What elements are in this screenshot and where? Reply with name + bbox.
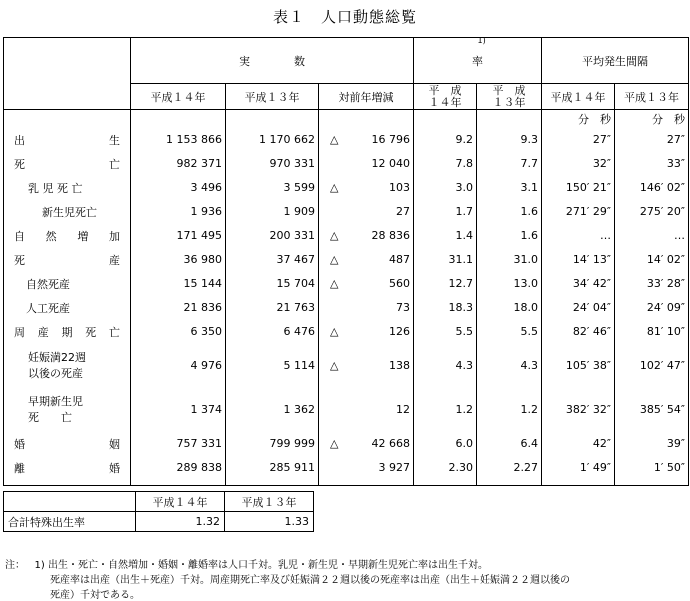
header-count-h14: 平成１４年 [131,84,226,110]
cell-diff [319,456,414,480]
row-label-line1: 早期新生児 [28,394,83,408]
diff-value: 3 927 [378,461,411,474]
cell-rate-h13: 1.6 [477,224,542,248]
cell-rate-h14: 1.7 [414,200,477,224]
header-diff: 対前年増減 [319,84,414,110]
cell-diff [319,152,414,176]
cell-diff [319,224,414,248]
header-jissu: 実 数 [131,38,414,84]
row-label-text: 死 産 [14,253,120,267]
cell-interval-h14: … [542,224,615,248]
cell-rate-h14: 4.3 [414,344,477,388]
footnote-prefix: 注： [5,560,25,571]
tfr-table [3,491,314,532]
cell-interval-h14: 32″ [542,152,615,176]
cell-interval-h13: 385′ 54″ [615,388,689,432]
decrease-mark: △ [330,181,339,194]
cell-count-h14: 289 838 [131,456,226,480]
cell-interval-h14: 82′ 46″ [542,320,615,344]
cell-rate-h14: 31.1 [414,248,477,272]
diff-value: 16 796 [371,133,411,146]
decrease-mark [322,301,330,314]
cell-count-h13: 799 999 [226,432,319,456]
cell-interval-h13: 27″ [615,128,689,152]
page-title: 表１ 人口動態総覧 [272,8,417,26]
cell-rate-h13: 13.0 [477,272,542,296]
footnote-text-2: 死産率は出産（出生＋死産）千対。周産期死亡率及び妊娠満２２週以後の死産率は出産（出生＋妊娠満２２週以後の [50,575,570,586]
cell-rate-h13: 1.2 [477,388,542,432]
cell-count-h14: 1 936 [131,200,226,224]
row-label [4,152,131,176]
cell-rate-h14: 3.0 [414,176,477,200]
rate-footnote-mark: 1) [477,36,486,45]
tfr-label: 合計特殊出生率 [4,512,136,532]
cell-diff [319,272,414,296]
cell-count-h14: 21 836 [131,296,226,320]
cell-count-h14: 757 331 [131,432,226,456]
unit-min-sec: 分 秒 [542,110,615,128]
header-rate-label: 率 [472,54,484,68]
cell-interval-h14: 271′ 29″ [542,200,615,224]
row-label-text: 婚 姻 [14,437,120,451]
cell-diff [319,432,414,456]
header-corner [4,38,131,110]
cell-rate-h14: 1.4 [414,224,477,248]
header-interval-h14: 平成１４年 [542,84,615,110]
cell-diff [319,320,414,344]
cell-interval-h13: … [615,224,689,248]
header-interval: 平均発生間隔 [542,38,689,84]
cell-interval-h13: 1′ 50″ [615,456,689,480]
table-row [4,152,689,176]
decrease-mark: △ [330,229,339,242]
cell-diff [319,176,414,200]
cell-count-h14: 1 374 [131,388,226,432]
diff-value: 126 [389,325,411,338]
diff-value: 27 [396,205,411,218]
cell-interval-h14: 382′ 32″ [542,388,615,432]
cell-diff [319,296,414,320]
cell-count-h14: 4 976 [131,344,226,388]
decrease-mark [322,157,330,170]
row-label [4,388,131,432]
row-label-text: 乳 児 死 亡 [28,181,83,195]
row-label-text: 離 婚 [14,461,120,475]
header-rate-h14-line1: 平 成 [428,83,462,97]
table-row [4,176,689,200]
cell-diff [319,248,414,272]
row-label-text: 死 亡 [14,157,120,171]
decrease-mark: △ [330,253,339,266]
row-label [4,128,131,152]
row-label-text: 新生児死亡 [42,205,97,219]
cell-rate-h14: 7.8 [414,152,477,176]
row-label [4,248,131,272]
row-label-text: 自 然 増 加 [14,229,120,243]
cell-rate-h14: 1.2 [414,388,477,432]
cell-interval-h14: 42″ [542,432,615,456]
cell-interval-h14: 14′ 13″ [542,248,615,272]
cell-rate-h14: 12.7 [414,272,477,296]
table-row [4,272,689,296]
cell-interval-h13: 24′ 09″ [615,296,689,320]
table-row [4,388,689,432]
header-rate-h13-line2: １３年 [492,95,526,109]
decrease-mark: △ [330,133,339,146]
cell-count-h13: 1 362 [226,388,319,432]
cell-interval-h13: 39″ [615,432,689,456]
row-label-text: 周産期死亡 [14,325,120,339]
header-rate-h14 [414,84,477,110]
tfr-value-h14: 1.32 [136,512,225,532]
unit-min-sec: 分 秒 [615,110,689,128]
decrease-mark [322,461,330,474]
cell-count-h13: 5 114 [226,344,319,388]
row-label [4,272,131,296]
cell-rate-h13: 2.27 [477,456,542,480]
cell-rate-h13: 5.5 [477,320,542,344]
footnote-line1 [5,556,488,571]
cell-count-h13: 970 331 [226,152,319,176]
cell-count-h13: 1 909 [226,200,319,224]
cell-interval-h14: 1′ 49″ [542,456,615,480]
cell-count-h14: 6 350 [131,320,226,344]
diff-value: 12 [396,403,411,416]
row-label [4,344,131,388]
cell-rate-h13: 31.0 [477,248,542,272]
decrease-mark: △ [330,325,339,338]
header-rate-h13 [477,84,542,110]
cell-interval-h14: 105′ 38″ [542,344,615,388]
tfr-header-h14: 平成１４年 [136,492,225,512]
cell-rate-h13: 6.4 [477,432,542,456]
row-label [4,456,131,480]
header-rate [414,38,542,84]
cell-interval-h13: 81′ 10″ [615,320,689,344]
cell-rate-h13: 9.3 [477,128,542,152]
row-label-line2: 以後の死産 [28,366,83,380]
table-row [4,224,689,248]
cell-diff [319,200,414,224]
cell-diff [319,388,414,432]
diff-value: 487 [389,253,411,266]
row-label [4,432,131,456]
cell-rate-h14: 18.3 [414,296,477,320]
row-label-text: 自然死産 [26,277,70,291]
row-label [4,224,131,248]
tfr-value-h13: 1.33 [225,512,314,532]
cell-diff [319,344,414,388]
cell-interval-h14: 27″ [542,128,615,152]
cell-count-h14: 982 371 [131,152,226,176]
cell-interval-h13: 14′ 02″ [615,248,689,272]
cell-interval-h13: 275′ 20″ [615,200,689,224]
cell-rate-h13: 4.3 [477,344,542,388]
row-label-text: 人工死産 [26,301,70,315]
diff-value: 73 [396,301,411,314]
row-label-text: 出 生 [14,133,120,147]
tfr-header-h13: 平成１３年 [225,492,314,512]
header-interval-h13: 平成１３年 [615,84,689,110]
cell-interval-h14: 34′ 42″ [542,272,615,296]
cell-interval-h13: 33″ [615,152,689,176]
cell-rate-h13: 7.7 [477,152,542,176]
header-rate-h13-line1: 平 成 [492,83,526,97]
table-row [4,200,689,224]
row-label [4,296,131,320]
diff-value: 28 836 [371,229,411,242]
cell-rate-h13: 1.6 [477,200,542,224]
table-row [4,456,689,480]
decrease-mark [322,205,330,218]
cell-count-h13: 285 911 [226,456,319,480]
cell-interval-h14: 150′ 21″ [542,176,615,200]
row-label-line1: 妊娠満22週 [28,350,86,364]
cell-count-h14: 1 153 866 [131,128,226,152]
cell-count-h13: 1 170 662 [226,128,319,152]
decrease-mark: △ [330,437,339,450]
footnote-text-1: 1) 出生・死亡・自然増加・婚姻・離婚率は人口千対。乳児・新生児・早期新生児死亡率は出生千対。 [34,560,488,571]
table-row [4,248,689,272]
cell-rate-h14: 9.2 [414,128,477,152]
cell-count-h14: 36 980 [131,248,226,272]
diff-value: 42 668 [371,437,411,450]
cell-count-h13: 3 599 [226,176,319,200]
cell-rate-h14: 2.30 [414,456,477,480]
cell-diff [319,128,414,152]
decrease-mark: △ [330,277,339,290]
table-row [4,320,689,344]
row-label-line2: 死 亡 [28,410,72,424]
header-count-h13: 平成１３年 [226,84,319,110]
diff-value: 560 [389,277,411,290]
row-label [4,176,131,200]
cell-count-h14: 171 495 [131,224,226,248]
cell-count-h13: 15 704 [226,272,319,296]
cell-rate-h14: 6.0 [414,432,477,456]
decrease-mark: △ [330,359,339,372]
cell-count-h13: 6 476 [226,320,319,344]
diff-value: 12 040 [371,157,411,170]
cell-count-h14: 15 144 [131,272,226,296]
cell-rate-h13: 18.0 [477,296,542,320]
cell-interval-h14: 24′ 04″ [542,296,615,320]
cell-interval-h13: 146′ 02″ [615,176,689,200]
header-rate-h14-line2: １４年 [428,95,462,109]
decrease-mark [322,403,330,416]
tfr-corner [4,492,136,512]
footnote-text-3: 死産）千対である。 [50,590,140,601]
cell-interval-h13: 102′ 47″ [615,344,689,388]
cell-rate-h13: 3.1 [477,176,542,200]
table-row [4,344,689,388]
row-label [4,200,131,224]
diff-value: 138 [389,359,411,372]
row-label [4,320,131,344]
table-row [4,128,689,152]
vital-statistics-table [3,37,689,486]
cell-interval-h13: 33′ 28″ [615,272,689,296]
table-row [4,432,689,456]
diff-value: 103 [389,181,411,194]
cell-rate-h14: 5.5 [414,320,477,344]
cell-count-h13: 21 763 [226,296,319,320]
cell-count-h13: 200 331 [226,224,319,248]
cell-count-h13: 37 467 [226,248,319,272]
cell-count-h14: 3 496 [131,176,226,200]
table-row [4,296,689,320]
